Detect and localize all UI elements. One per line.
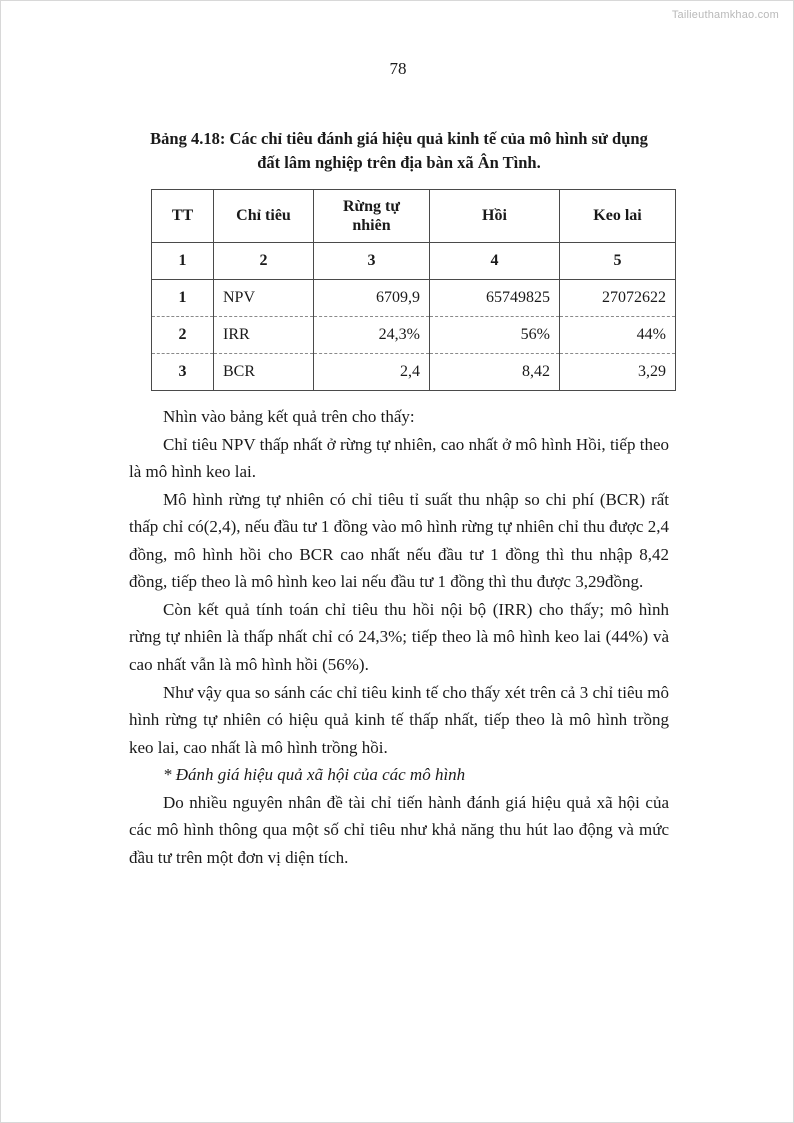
paragraph: Còn kết quả tính toán chỉ tiêu thu hồi nội bộ (IRR) cho thấy; mô hình rừng tự nhiên là thấp nhất chỉ có 24,3%; tiếp theo là mô hình keo lai (44%) và cao nhất vẫn là mô hình hồi (56%). <box>129 599 669 674</box>
paragraph: Chỉ tiêu NPV thấp nhất ở rừng tự nhiên, cao nhất ở mô hình Hồi, tiếp theo là mô hình keo lai. <box>129 434 669 482</box>
colnum-1: 1 <box>152 243 214 280</box>
row-bcr-keo-lai: 3,29 <box>560 354 676 391</box>
header-chi-tieu: Chỉ tiêu <box>214 189 314 242</box>
row-irr-keo-lai: 44% <box>560 317 676 354</box>
page-number: 78 <box>389 59 407 78</box>
header-hoi: Hồi <box>430 189 560 242</box>
paragraph: Như vậy qua so sánh các chỉ tiêu kinh tế cho thấy xét trên cả 3 chỉ tiêu mô hình rừng tự nhiên có hiệu quả kinh tế thấp nhất, tiếp theo là mô hình trồng keo lai, cao nhất là mô hình trồng hồi. <box>129 682 669 757</box>
table-caption <box>129 127 669 175</box>
economic-indicators-table <box>151 189 676 391</box>
header-tt: TT <box>152 189 214 242</box>
row-npv-name: NPV <box>214 280 314 317</box>
row-irr-tt: 2 <box>152 317 214 354</box>
page-content <box>129 127 669 871</box>
colnum-3: 3 <box>314 243 430 280</box>
row-bcr-name: BCR <box>214 354 314 391</box>
row-npv-rung-tu-nhien: 6709,9 <box>314 280 430 317</box>
row-bcr-tt: 3 <box>152 354 214 391</box>
row-bcr-rung-tu-nhien: 2,4 <box>314 354 430 391</box>
row-irr-hoi: 56% <box>430 317 560 354</box>
row-irr-name: IRR <box>214 317 314 354</box>
paragraph-subheading: * Đánh giá hiệu quả xã hội của các mô hình <box>163 765 466 785</box>
row-npv-keo-lai: 27072622 <box>560 280 676 317</box>
colnum-4: 4 <box>430 243 560 280</box>
table-row <box>152 280 676 317</box>
table-caption-line2: đất lâm nghiệp trên địa bàn xã Ân Tình. <box>257 152 541 172</box>
header-rung-tu-nhien: Rừng tự nhiên <box>314 189 430 242</box>
paragraph: Mô hình rừng tự nhiên có chỉ tiêu tỉ suất thu nhập so chi phí (BCR) rất thấp chỉ có(2,4), nếu đầu tư 1 đồng vào mô hình rừng tự nhiên chỉ thu được 2,4 đồng, mô hình hồi cho BCR cao nhất nếu đầu tư 1 đồng thì thu nhập 8,42 đồng, tiếp theo là mô hình keo lai nếu đầu tư 1 đồng thì thu được 3,29đồng. <box>129 489 669 592</box>
row-irr-rung-tu-nhien: 24,3% <box>314 317 430 354</box>
header-keo-lai: Keo lai <box>560 189 676 242</box>
paragraph: Do nhiều nguyên nhân đề tài chỉ tiến hành đánh giá hiệu quả xã hội của các mô hình thông qua một số chỉ tiêu như khả năng thu hút lao động và mức đầu tư trên một đơn vị diện tích. <box>129 792 669 867</box>
watermark-text: Tailieuthamkhao.com <box>671 9 779 21</box>
row-npv-tt: 1 <box>152 280 214 317</box>
table-header-row <box>152 189 676 242</box>
row-bcr-hoi: 8,42 <box>430 354 560 391</box>
body-text <box>129 403 669 871</box>
table-row <box>152 317 676 354</box>
table-caption-line1: Bảng 4.18: Các chỉ tiêu đánh giá hiệu quả kinh tế của mô hình sử dụng <box>150 129 648 148</box>
table-column-number-row <box>152 243 676 280</box>
colnum-2: 2 <box>214 243 314 280</box>
colnum-5: 5 <box>560 243 676 280</box>
row-npv-hoi: 65749825 <box>430 280 560 317</box>
table-row <box>152 354 676 391</box>
paragraph: Nhìn vào bảng kết quả trên cho thấy: <box>163 407 415 427</box>
